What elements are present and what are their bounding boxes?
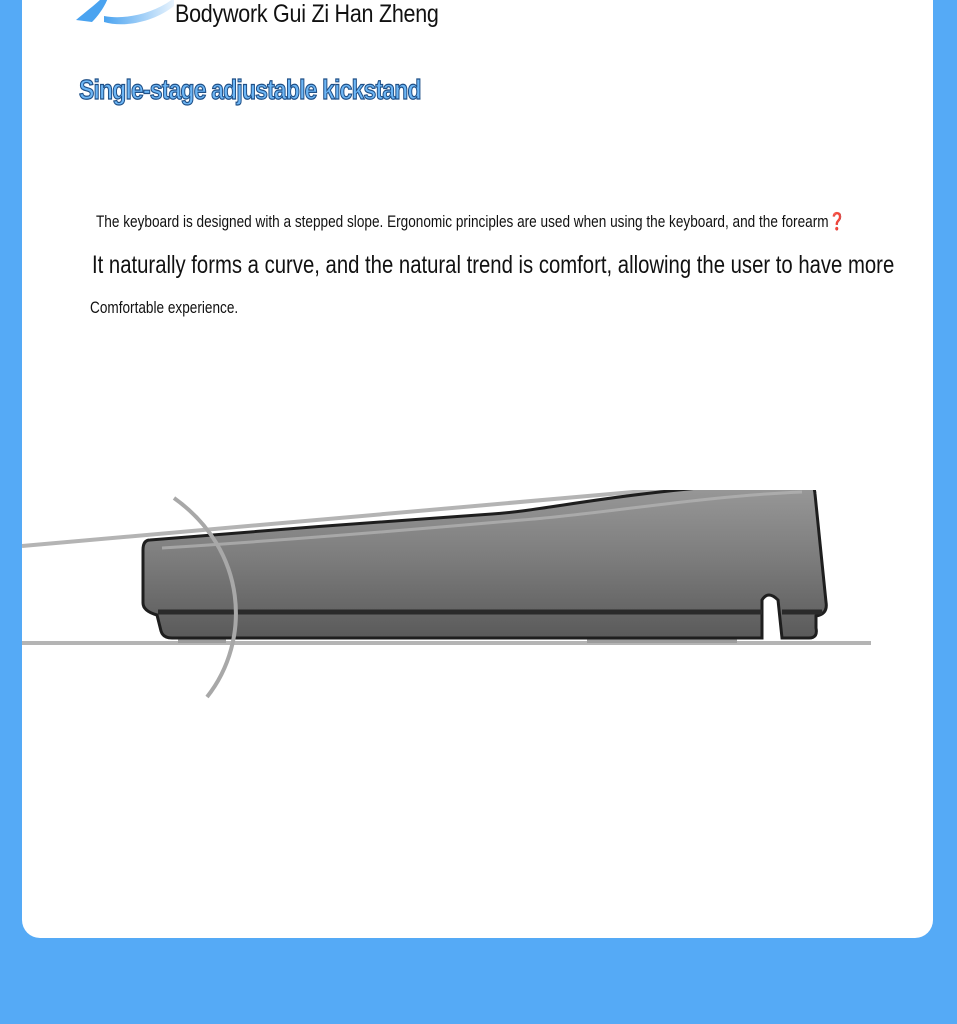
keyboard-body <box>143 490 826 638</box>
brand-swoosh-icon <box>74 0 174 26</box>
keyboard-side-profile-illustration <box>22 490 933 740</box>
description-line-3: Comfortable experience. <box>90 298 239 317</box>
feature-title: Single-stage adjustable kickstand <box>79 74 421 105</box>
page-heading: Bodywork Gui Zi Han Zheng <box>175 0 439 28</box>
description-line-2: It naturally forms a curve, and the natural trend is comfort, allowing the user to have more <box>92 251 895 279</box>
description-line-1: The keyboard is designed with a stepped slope. Ergonomic principles are used when using the keyboard, and the forearm❓ <box>96 212 846 231</box>
content-card <box>22 0 933 938</box>
